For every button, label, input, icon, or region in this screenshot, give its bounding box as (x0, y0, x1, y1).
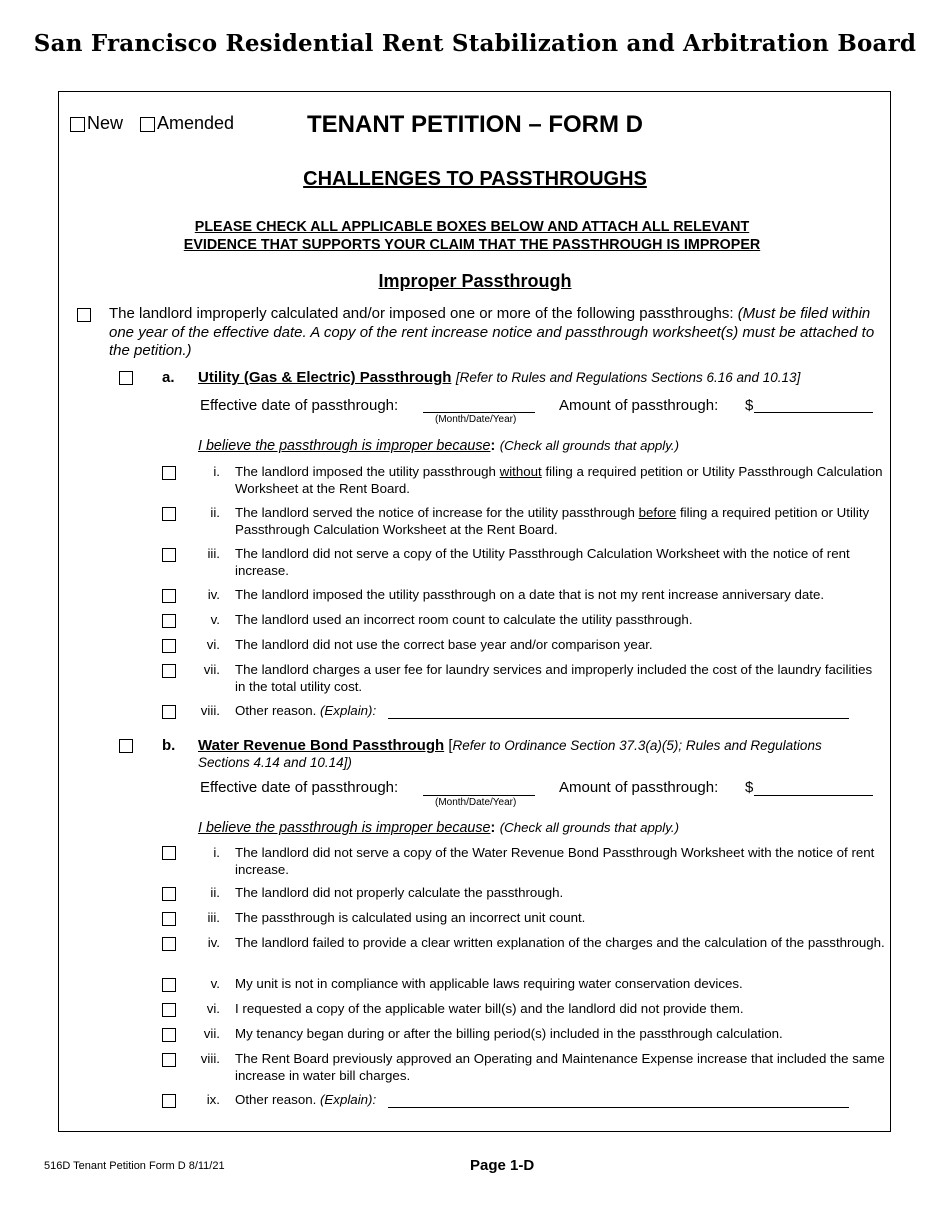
item-number: iii. (207, 546, 220, 561)
section-b-item-checkbox[interactable] (162, 978, 176, 992)
section-a-item-text: The landlord charges a user fee for laundry services and improperly included the cost of the laundry facilities in the total utility cost. (235, 662, 873, 694)
item-number: vi. (206, 1001, 220, 1016)
section-a-amount-field[interactable] (754, 412, 873, 413)
item-number: iv. (207, 935, 220, 950)
item-text-part: The landlord served the notice of increase for the utility passthrough (235, 505, 639, 520)
section-b-amount-field[interactable] (754, 795, 873, 796)
section-b-other-text (235, 1092, 376, 1109)
section-b-believe-label: I believe the passthrough is improper because (198, 820, 491, 836)
item-number: i. (213, 464, 220, 479)
new-label: New (87, 113, 124, 133)
section-b-item-checkbox[interactable] (162, 887, 176, 901)
section-a-item-checkbox[interactable] (162, 548, 176, 562)
item-number: ii. (210, 885, 220, 900)
section-a-item-text: The landlord did not use the correct base year and/or comparison year. (235, 637, 653, 652)
item-text-part: The landlord imposed the utility passthrough (235, 464, 500, 479)
intro-italic: (Must be filed within one year of the effective date. A copy of the rent increase notice and passthrough worksheet(s) must be attached to the petition.) (109, 305, 875, 359)
section-a-item-checkbox[interactable] (162, 705, 176, 719)
section-a-title: Utility (Gas & Electric) Passthrough (198, 369, 452, 386)
item-number: viii. (200, 703, 220, 718)
item-text-part: Other reason. (235, 1092, 320, 1107)
footer-page-number: Page 1-D (470, 1157, 535, 1174)
section-a-item-checkbox[interactable] (162, 614, 176, 628)
section-b-believe (198, 819, 679, 837)
section-b-ref: Refer to Ordinance Section 37.3(a)(5); Rules and Regulations Sections 4.14 and 10.14]) (198, 738, 822, 770)
section-b-item-checkbox[interactable] (162, 937, 176, 951)
item-number: viii. (200, 1051, 220, 1066)
item-number: v. (210, 612, 220, 627)
footer-form-id: 516D Tenant Petition Form D 8/11/21 (44, 1160, 225, 1172)
section-a-item-text (235, 464, 885, 497)
instruction-line-1: PLEASE CHECK ALL APPLICABLE BOXES BELOW AND ATTACH ALL RELEVANT (194, 219, 750, 235)
item-number: ii. (210, 505, 220, 520)
section-b-item-checkbox[interactable] (162, 912, 176, 926)
item-number: i. (213, 845, 220, 860)
item-number: iii. (207, 910, 220, 925)
section-b-effective-label: Effective date of passthrough: (200, 779, 399, 796)
item-text-underlined: before (638, 505, 677, 520)
section-a-heading (198, 369, 888, 387)
intro-paragraph (109, 305, 879, 361)
instruction-line-2: EVIDENCE THAT SUPPORTS YOUR CLAIM THAT THE PASSTHROUGH IS IMPROPER (183, 237, 761, 253)
section-a-item-checkbox[interactable] (162, 589, 176, 603)
section-a-item-checkbox[interactable] (162, 466, 176, 480)
item-text-part: filing a required petition or Utility Passthrough Calculation Worksheet at the Rent Board. (235, 505, 870, 537)
section-b-colon: : (490, 820, 496, 836)
section-b-item-text: The Rent Board previously approved an Operating and Maintenance Expense increase that included the same increase in water bill charges. (235, 1051, 885, 1083)
section-b-item-checkbox[interactable] (162, 1003, 176, 1017)
section-a-currency: $ (745, 397, 754, 414)
form-title: TENANT PETITION – FORM D (307, 111, 643, 138)
item-text-italic: (Explain): (320, 703, 377, 718)
section-a-date-hint: (Month/Date/Year) (435, 414, 517, 425)
improper-passthrough-checkbox[interactable] (77, 308, 91, 322)
section-b-date-hint: (Month/Date/Year) (435, 797, 517, 808)
section-a-ref: [Refer to Rules and Regulations Sections 6.16 and 10.13] (455, 370, 801, 385)
section-a-item-text: The landlord did not serve a copy of the Utility Passthrough Calculation Worksheet with the notice of rent increase. (235, 546, 850, 578)
section-b-other-explain-field[interactable] (388, 1107, 849, 1108)
section-b-item-text: The landlord did not properly calculate the passthrough. (235, 885, 564, 900)
section-a-believe-label: I believe the passthrough is improper because (198, 438, 491, 454)
section-a-effective-label: Effective date of passthrough: (200, 397, 399, 414)
section-a-item-checkbox[interactable] (162, 507, 176, 521)
form-subtitle: CHALLENGES TO PASSTHROUGHS (303, 168, 647, 190)
section-b-item-text: The landlord did not serve a copy of the Water Revenue Bond Passthrough Worksheet with the notice of rent increase. (235, 845, 875, 877)
section-a-item-text: The landlord imposed the utility passthrough on a date that is not my rent increase anniversary date. (235, 587, 825, 602)
section-b-ref-open: [ (444, 737, 453, 754)
section-a-item-checkbox[interactable] (162, 664, 176, 678)
intro-text: The landlord improperly calculated and/or imposed one or more of the following passthroughs: (109, 305, 738, 322)
item-number: vi. (206, 637, 220, 652)
section-b-title: Water Revenue Bond Passthrough (198, 737, 445, 754)
section-a-other-text (235, 703, 376, 720)
item-number: vii. (203, 1026, 220, 1041)
item-text-part: Other reason. (235, 703, 320, 718)
item-number: v. (210, 976, 220, 991)
section-b-letter: b. (162, 737, 176, 754)
item-text-part: filing a required petition or Utility Passthrough Calculation Worksheet at the Rent Board. (235, 464, 883, 496)
section-a-check-hint: (Check all grounds that apply.) (499, 438, 680, 453)
section-b-item-checkbox[interactable] (162, 846, 176, 860)
section-b-item-text: My unit is not in compliance with applicable laws requiring water conservation devices. (235, 976, 743, 991)
section-b-checkbox[interactable] (119, 739, 133, 753)
section-b-check-hint: (Check all grounds that apply.) (499, 820, 680, 835)
section-a-item-text (235, 505, 885, 538)
section-a-date-field[interactable] (423, 412, 535, 413)
item-number: vii. (203, 662, 220, 677)
section-b-item-checkbox[interactable] (162, 1028, 176, 1042)
section-a-believe (198, 437, 679, 455)
item-text-underlined: without (499, 464, 542, 479)
item-number: iv. (207, 587, 220, 602)
section-b-item-text: I requested a copy of the applicable water bill(s) and the landlord did not provide them. (235, 1001, 744, 1016)
section-a-item-checkbox[interactable] (162, 639, 176, 653)
section-a-other-explain-field[interactable] (388, 718, 849, 719)
section-b-item-text: The passthrough is calculated using an incorrect unit count. (235, 910, 586, 925)
section-a-item-text: The landlord used an incorrect room count to calculate the utility passthrough. (235, 612, 693, 627)
section-heading: Improper Passthrough (378, 271, 572, 291)
section-b-item-text: My tenancy began during or after the billing period(s) included in the passthrough calculation. (235, 1026, 783, 1041)
amended-label: Amended (157, 113, 235, 133)
section-a-colon: : (490, 438, 496, 454)
section-b-heading (198, 737, 863, 771)
section-b-item-text: The landlord failed to provide a clear written explanation of the charges and the calculation of the passthrough. (235, 935, 885, 950)
item-number: ix. (206, 1092, 220, 1107)
board-title: San Francisco Residential Rent Stabilization and Arbitration Board (33, 30, 917, 57)
section-b-item-checkbox[interactable] (162, 1053, 176, 1067)
section-b-date-field[interactable] (423, 795, 535, 796)
item-text-italic: (Explain): (320, 1092, 377, 1107)
section-b-item-checkbox[interactable] (162, 1094, 176, 1108)
section-a-amount-label: Amount of passthrough: (559, 397, 719, 414)
section-b-amount-label: Amount of passthrough: (559, 779, 719, 796)
section-a-letter: a. (162, 369, 175, 386)
section-a-checkbox[interactable] (119, 371, 133, 385)
section-b-currency: $ (745, 779, 754, 796)
